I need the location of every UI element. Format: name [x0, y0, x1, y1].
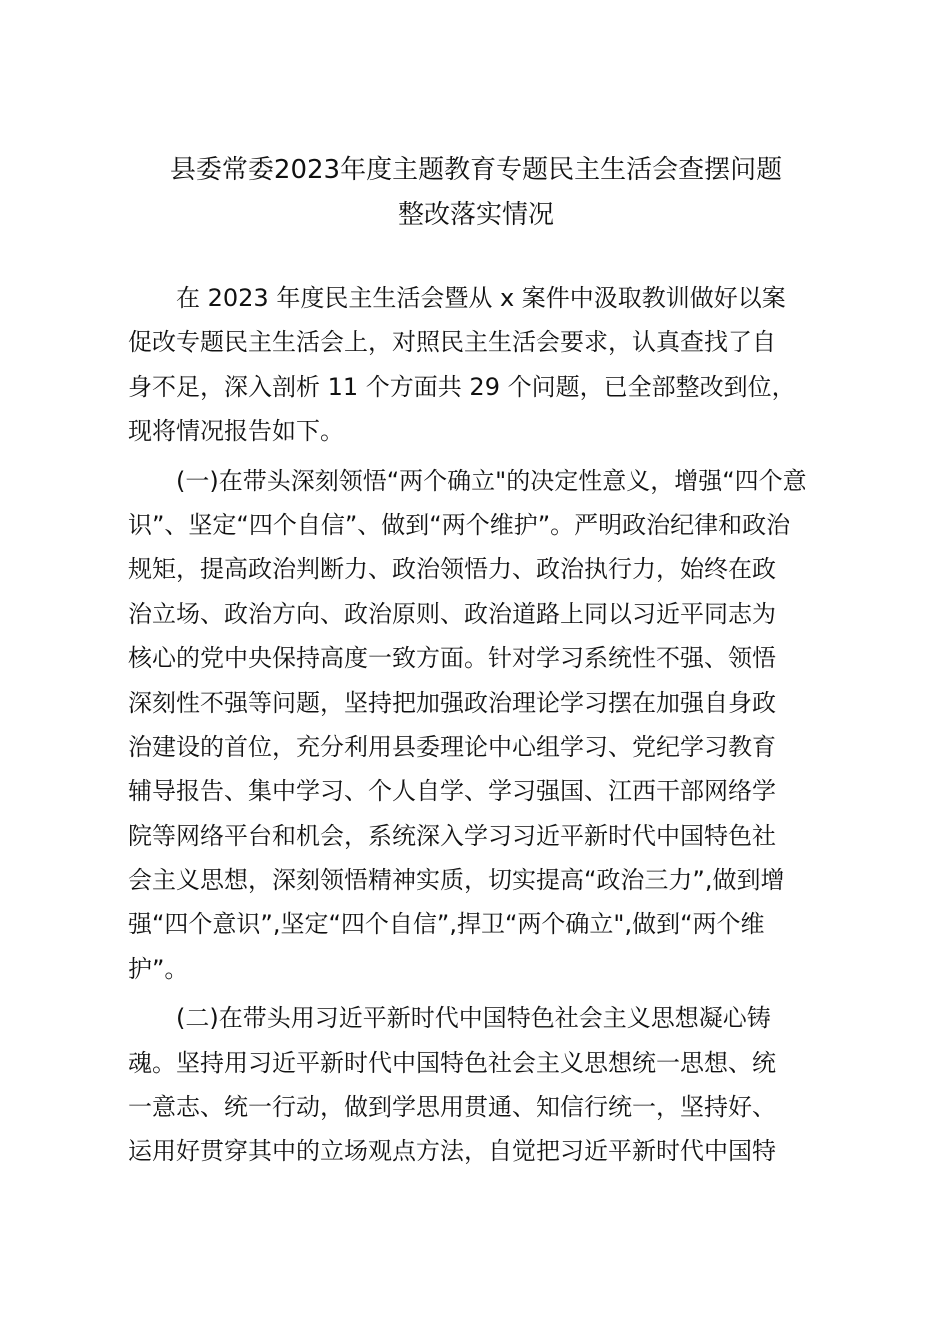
paragraph-section-1 [128, 459, 828, 992]
text-line: 核心的党中央保持高度一致方面。针对学习系统性不强、领悟 [128, 644, 776, 673]
text-line: 辅导报告、集中学习、个人自学、学习强国、江西干部网络学 [128, 777, 776, 806]
text-line: 一意志、统一行动，做到学思用贯通、知信行统一，坚持好、 [128, 1093, 776, 1122]
text-line: (一)在带头深刻领悟“两个确立"的决定性意义，增强“四个意 [128, 466, 807, 495]
text-line: 在 2023 年度民主生活会暨从 x 案件中汲取教训做好以案 [128, 284, 786, 312]
text-line: 院等网络平台和机会，系统深入学习习近平新时代中国特色社 [128, 821, 776, 850]
text-line: 魂。坚持用习近平新时代中国特色社会主义思想统一思想、统 [128, 1048, 776, 1077]
text-line: 身不足，深入剖析 11 个方面共 29 个问题，已全部整改到位， [128, 372, 796, 401]
text-line: 治建设的首位，充分利用县委理论中心组学习、党纪学习教育 [128, 732, 776, 761]
document-title-line-2: 整改落实情况 [397, 200, 554, 230]
paragraph-intro [128, 276, 828, 454]
text-line: 规矩，提高政治判断力、政治领悟力、政治执行力，始终在政 [128, 555, 776, 584]
text-line: 运用好贯穿其中的立场观点方法，自觉把习近平新时代中国特 [128, 1137, 776, 1166]
paragraph-section-2 [128, 996, 828, 1174]
text-line: 治立场、政治方向、政治原则、政治道路上同以习近平同志为 [128, 599, 776, 628]
text-line: 现将情况报告如下。 [128, 417, 344, 446]
text-line: (二)在带头用习近平新时代中国特色社会主义思想凝心铸 [128, 1004, 771, 1033]
text-line: 识”、坚定“四个自信”、做到“两个维护”。严明政治纪律和政治 [128, 510, 791, 539]
document-title-line-1: 县委常委2023年度主题教育专题民主生活会查摆问题 [169, 155, 783, 185]
text-line: 会主义思想，深刻领悟精神实质，切实提高“政治三力”,做到增 [128, 866, 785, 895]
text-line: 深刻性不强等问题，坚持把加强政治理论学习摆在加强自身政 [128, 688, 776, 717]
document-body [128, 276, 828, 1174]
text-line: 护”。 [128, 954, 189, 983]
text-line: 促改专题民主生活会上，对照民主生活会要求，认真查找了自 [128, 328, 776, 357]
text-line: 强“四个意识”,坚定“四个自信”,捍卫“两个确立",做到“两个维 [128, 910, 765, 939]
